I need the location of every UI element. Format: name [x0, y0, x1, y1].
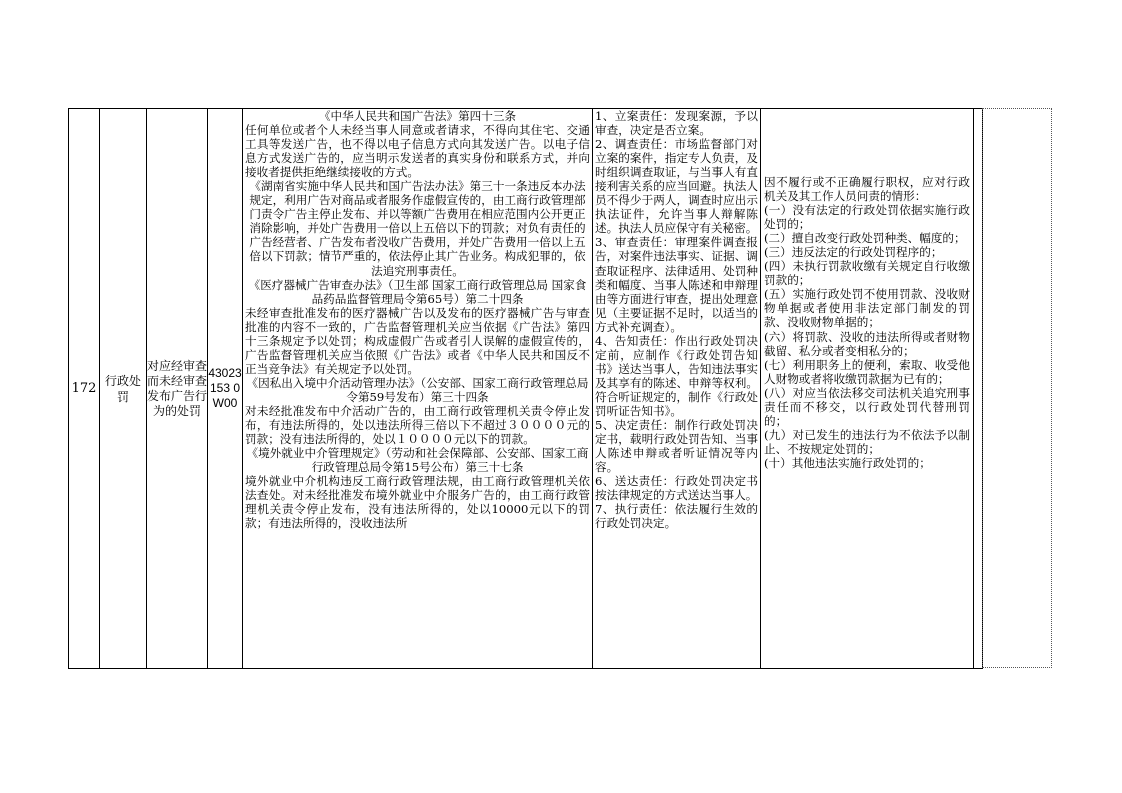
legal-basis-paragraph: 任何单位或者个人未经当事人同意或者请求，不得向其住宅、交通工具等发送广告，也不得以电子信息方式向其发送广告。以电子信息方式发送广告的，应当明示发送者的真实身份和联系方式，并向接收者提供拒绝继续接收的方式。 — [245, 123, 590, 180]
legal-basis-paragraph: 对未经批准发布中介活动广告的，由工商行政管理机关责令停止发布，有违法所得的，处以违法所得三倍以下不超过３００００元的罚款；没有违法所得的，处以１００００元以下的罚款。 — [245, 403, 590, 447]
accountability-item: (二）擅自改变行政处罚种类、幅度的； — [764, 231, 966, 246]
accountability-item: (九）对已发生的违法行为不依法予以制止、不按规定处罚的； — [764, 427, 970, 456]
item-code: 43023153 0W00 — [208, 109, 243, 669]
accountability-item: (三）违反法定的行政处罚程序的； — [764, 245, 943, 260]
legal-basis-paragraph: 《境外就业中介管理规定》（劳动和社会保障部、公安部、国家工商行政管理总局令第15号公布）第三十七条 — [246, 446, 589, 475]
item-name: 对应经审查而未经审查发布广告行为的处罚 — [147, 109, 208, 669]
responsibility-item: 5、决定责任：制作行政处罚决定书，载明行政处罚告知、当事人陈述申辩或者听证情况等内容。 — [595, 418, 758, 475]
responsibility-cell — [593, 109, 761, 669]
legal-basis-paragraph: 《因私出入境中介活动管理办法》（公安部、国家工商行政管理总局令第59号发布）第三十四条 — [246, 375, 589, 404]
accountability-item: (四）未执行罚款收缴有关规定自行收缴罚款的； — [764, 259, 970, 288]
responsibility-item: 6、送达责任：行政处罚决定书按法律规定的方式送达当事人。 — [595, 474, 758, 503]
row-number: 172 — [69, 109, 100, 669]
legal-basis-paragraph: 境外就业中介机构违反工商行政管理法规，由工商行政管理机关依法查处。对未经批准发布境外就业中介服务广告的，由工商行政管理机关责令停止发布，没有违法所得的，处以10000元以下的罚款；有违法所得的，没收违法所 — [245, 474, 590, 531]
print-area-boundary — [982, 108, 1052, 668]
accountability-item: (七）利用职务上的便利，索取、收受他人财物或者将收缴罚款据为已有的； — [764, 357, 970, 386]
table-row — [69, 109, 983, 669]
accountability-item: (五）实施行政处罚不使用罚款、没收财物单据或者使用非法定部门制发的罚款、没收财物单据的； — [764, 287, 970, 330]
accountability-item: (八）对应当依法移交司法机关追究刑事责任而不移交，以行政处罚代替刑罚的； — [764, 385, 970, 428]
accountability-item: (十）其他违法实施行政处罚的； — [764, 455, 931, 470]
responsibility-item: 7、执行责任：依法履行生效的行政处罚决定。 — [595, 502, 758, 531]
legal-basis-cell — [243, 109, 593, 669]
legal-basis-paragraph: 《湖南省实施中华人民共和国广告法办法》第三十一条违反本办法规定，利用广告对商品或者服务作虚假宣传的，由工商行政管理部门责令广告主停止发布、并以等额广告费用在相应范围内公开更正消除影响，并处广告费用一倍以上五倍以下的罚款；对负有责任的广告经营者、广告发布者没收广告费用，并处广告费用一倍以上五倍以下罚款；情节严重的，依法停止其广告业务。构成犯罪的，依法追究刑事责任。 — [249, 179, 586, 278]
accountability-cell — [761, 109, 974, 669]
responsibility-item: 4、告知责任：作出行政处罚决定前，应制作《行政处罚告知书》送达当事人，告知违法事实及其享有的陈述、申辩等权利。符合听证规定的，制作《行政处罚听证告知书》。 — [595, 333, 758, 418]
responsibility-item: 3、审查责任：审理案件调查报告，对案件违法事实、证据、调查取证程序、法律适用、处罚种类和幅度、当事人陈述和申辩理由等方面进行审查，提出处理意见（主要证据不足时，以适当的方式补充调查）。 — [595, 235, 758, 334]
responsibility-item: 1、立案责任：发现案源，予以审查，决定是否立案。 — [595, 109, 758, 138]
legal-basis-paragraph: 《医疗器械广告审查办法》（卫生部 国家工商行政管理总局 国家食品药品监督管理局令第65号）第二十四条 — [248, 277, 587, 306]
accountability-item: 因不履行或不正确履行职权，应对行政机关及其工作人员问责的情形： — [764, 175, 970, 204]
power-list-table — [68, 108, 983, 669]
accountability-item: (六）将罚款、没收的违法所得或者财物截留、私分或者变相私分的； — [764, 329, 970, 358]
legal-basis-paragraph: 《中华人民共和国广告法》第四十三条 — [318, 109, 517, 123]
power-category: 行政处罚 — [100, 109, 147, 669]
accountability-item: (一）没有法定的行政处罚依据实施行政处罚的； — [764, 203, 970, 232]
legal-basis-paragraph: 未经审查批准发布的医疗器械广告以及发布的医疗器械广告与审查批准的内容不一致的，广告监督管理机关应当依据《广告法》第四十三条规定予以处罚；构成虚假广告或者引人误解的虚假宣传的，广告监督管理机关应当依照《广告法》或者《中华人民共和国反不正当竞争法》有关规定予以处罚。 — [245, 305, 590, 376]
responsibility-item: 2、调查责任：市场监督部门对立案的案件，指定专人负责，及时组织调查取证，与当事人有直接利害关系的应当回避。执法人员不得少于两人，调查时应出示执法证件，允许当事人辩解陈述。执法人员应保守有关秘密。 — [595, 137, 758, 236]
